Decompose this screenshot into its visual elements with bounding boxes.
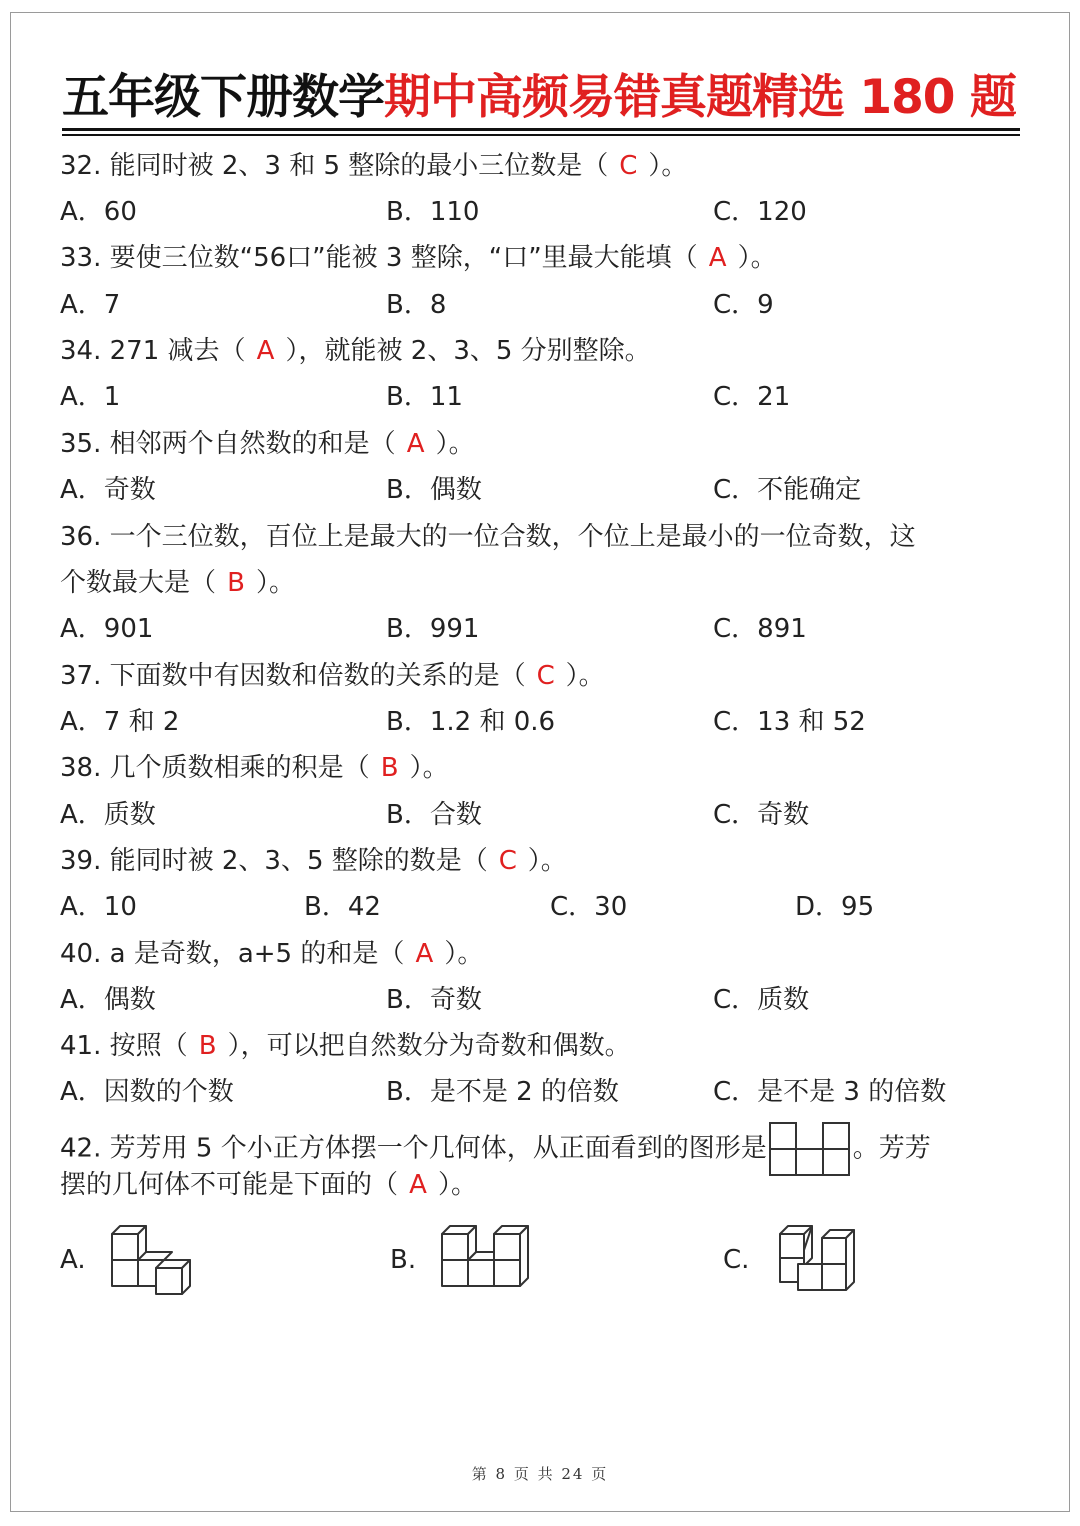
answer-37: C <box>536 661 555 691</box>
option-36-a: A．901 <box>60 614 154 644</box>
option-38-c: C．奇数 <box>713 800 810 830</box>
option-37-b: B．1.2 和 0.6 <box>386 707 556 737</box>
option-39-b: B．42 <box>304 892 381 922</box>
answer-36: B <box>227 568 245 598</box>
page-title: 五年级下册数学期中高频易错真题精选 180 题 <box>62 70 1016 125</box>
question-42: 42. 芳芳用 5 个小正方体摆一个几何体，从正面看到的图形是 。芳芳 <box>60 1122 931 1176</box>
option-33-c: C．9 <box>713 290 774 320</box>
option-39-d: D．95 <box>795 892 875 922</box>
question-34: 34. 271 减去（ A ），就能被 2、3、5 分别整除。 <box>60 336 651 366</box>
option-33-b: B．8 <box>386 290 447 320</box>
option-38-a: A．质数 <box>60 800 156 830</box>
question-33: 33. 要使三位数“56口”能被 3 整除，“口”里最大能填（ A ）。 <box>60 243 777 273</box>
option-40-a: A．偶数 <box>60 985 156 1015</box>
figure-option-a-label: A. <box>60 1245 86 1275</box>
answer-32: C <box>619 151 638 181</box>
question-37: 37. 下面数中有因数和倍数的关系的是（ C ）。 <box>60 661 605 691</box>
option-35-a: A．奇数 <box>60 475 156 505</box>
option-37-c: C．13 和 52 <box>713 707 866 737</box>
answer-42: A <box>409 1170 427 1200</box>
answer-33: A <box>708 243 727 273</box>
option-39-a: A．10 <box>60 892 137 922</box>
option-41-c: C．是不是 3 的倍数 <box>713 1077 947 1107</box>
page-number-footer: 第 8 页 共 24 页 <box>471 1465 609 1483</box>
answer-34: A <box>256 336 275 366</box>
option-32-c: C．120 <box>713 197 807 227</box>
cube-figure-a <box>108 1222 204 1298</box>
answer-40: A <box>415 939 434 969</box>
question-39: 39. 能同时被 2、3、5 整除的数是（ C ）。 <box>60 846 567 876</box>
answer-39: C <box>498 846 517 876</box>
front-view-grid-figure <box>769 1122 851 1176</box>
option-35-b: B．偶数 <box>386 475 482 505</box>
cube-figure-c <box>776 1222 862 1298</box>
figure-option-b-label: B. <box>390 1245 417 1275</box>
option-38-b: B．合数 <box>386 800 482 830</box>
option-33-a: A．7 <box>60 290 121 320</box>
option-41-a: A．因数的个数 <box>60 1077 234 1107</box>
option-32-b: B．110 <box>386 197 480 227</box>
question-42-line2: 摆的几何体不可能是下面的（ A ）。 <box>60 1170 478 1200</box>
option-40-c: C．质数 <box>713 985 810 1015</box>
option-34-b: B．11 <box>386 382 463 412</box>
answer-38: B <box>380 753 399 783</box>
option-36-c: C．891 <box>713 614 807 644</box>
answer-41: B <box>198 1031 217 1061</box>
cube-figure-b <box>438 1222 532 1294</box>
option-37-a: A．7 和 2 <box>60 707 180 737</box>
option-32-a: A．60 <box>60 197 137 227</box>
question-40: 40. a 是奇数，a+5 的和是（ A ）。 <box>60 939 484 969</box>
option-41-b: B．是不是 2 的倍数 <box>386 1077 619 1107</box>
question-41: 41. 按照（ B ），可以把自然数分为奇数和偶数。 <box>60 1031 631 1061</box>
option-39-c: C．30 <box>550 892 628 922</box>
question-32: 32. 能同时被 2、3 和 5 整除的最小三位数是（ C ）。 <box>60 151 688 181</box>
question-35: 35. 相邻两个自然数的和是（ A ）。 <box>60 429 475 459</box>
option-34-c: C．21 <box>713 382 791 412</box>
question-38: 38. 几个质数相乘的积是（ B ）。 <box>60 753 449 783</box>
option-34-a: A．1 <box>60 382 121 412</box>
option-35-c: C．不能确定 <box>713 475 862 505</box>
option-40-b: B．奇数 <box>386 985 482 1015</box>
figure-option-c-label: C. <box>723 1245 750 1275</box>
question-36: 36. 一个三位数，百位上是最大的一位合数，个位上是最小的一位奇数，这 <box>60 522 916 552</box>
question-36-line2: 个数最大是（ B ）。 <box>60 568 296 598</box>
option-36-b: B．991 <box>386 614 480 644</box>
answer-35: A <box>406 429 425 459</box>
